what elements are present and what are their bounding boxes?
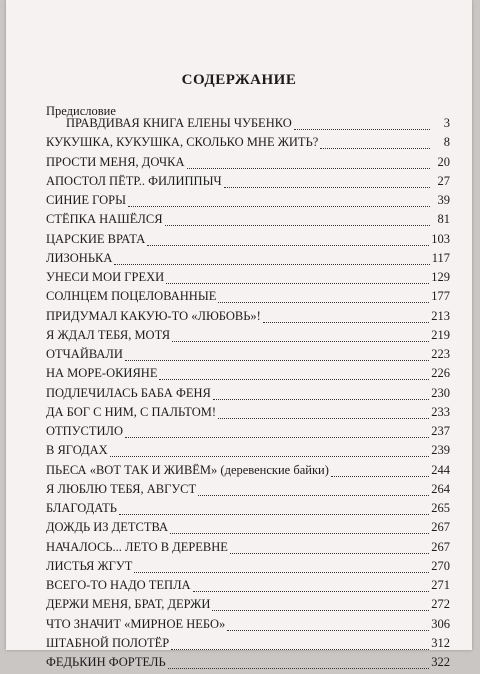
toc-entry-page: 312 xyxy=(431,635,450,650)
toc-entry-title: ПОДЛЕЧИЛАСЬ БАБА ФЕНЯ xyxy=(46,385,211,400)
dot-leader xyxy=(125,360,429,361)
toc-entry-page: 270 xyxy=(431,558,450,573)
toc-entry-page: 265 xyxy=(431,501,450,515)
toc-entry-title: ЛИЗОНЬКА xyxy=(46,250,113,265)
toc-entry xyxy=(46,540,450,559)
dot-leader xyxy=(198,495,429,496)
toc-entry xyxy=(46,174,450,193)
toc-entry xyxy=(46,193,450,212)
toc-entry-page: 267 xyxy=(431,539,450,554)
dot-leader xyxy=(320,148,430,149)
toc-entry-page: 230 xyxy=(431,385,450,400)
toc-entry-title: ВСЕГО-ТО НАДО ТЕПЛА xyxy=(46,578,191,592)
toc-entry-page: 103 xyxy=(431,231,450,246)
toc-entry xyxy=(46,135,450,154)
dot-leader xyxy=(134,572,429,573)
toc-entry xyxy=(46,636,450,655)
toc-entry-title: ПЬЕСА «ВОТ ТАК И ЖИВЁМ» (деревенские байки) xyxy=(46,462,329,477)
toc-entry xyxy=(46,232,450,251)
toc-entry xyxy=(46,251,450,270)
dot-leader xyxy=(213,399,429,400)
toc-entry-title: ЛИСТЬЯ ЖГУТ xyxy=(46,558,133,573)
toc-entry-title: КУКУШКА, КУКУШКА, СКОЛЬКО МНЕ ЖИТЬ? xyxy=(46,135,319,150)
toc-entry-page: 27 xyxy=(437,173,450,188)
toc-entry-page: 223 xyxy=(431,347,450,361)
toc-entry-title: ЦАРСКИЕ ВРАТА xyxy=(46,231,146,246)
toc-entry xyxy=(46,597,450,616)
toc-entry-title: ДЕРЖИ МЕНЯ, БРАТ, ДЕРЖИ xyxy=(46,597,211,612)
toc-entry-title: Я ЛЮБЛЮ ТЕБЯ, АВГУСТ xyxy=(46,481,197,496)
toc-entry xyxy=(46,405,450,424)
toc-entry xyxy=(46,501,450,520)
toc-entry-page: 233 xyxy=(431,404,450,419)
toc-entry-page: 213 xyxy=(431,308,450,323)
toc-entry-page: 8 xyxy=(443,135,450,150)
toc-entry-page: 322 xyxy=(431,655,450,669)
dot-leader xyxy=(187,168,430,169)
dot-leader xyxy=(128,206,430,207)
dot-leader xyxy=(224,187,430,188)
toc-entry-title: В ЯГОДАХ xyxy=(46,443,108,458)
dot-leader xyxy=(294,129,430,130)
dot-leader xyxy=(168,668,430,669)
toc-entry-page: 264 xyxy=(431,481,450,496)
dot-leader xyxy=(119,514,429,515)
toc-entry-title: НАЧАЛОСЬ... ЛЕТО В ДЕРЕВНЕ xyxy=(46,539,228,554)
dot-leader xyxy=(114,264,429,265)
toc-entry-page: 3 xyxy=(443,116,450,130)
dot-leader xyxy=(212,610,429,611)
toc-entry-page: 271 xyxy=(431,578,450,592)
dot-leader xyxy=(230,553,429,554)
toc-entry xyxy=(46,617,450,636)
dot-leader xyxy=(193,591,430,592)
toc-entry-title: ДОЖДЬ ИЗ ДЕТСТВА xyxy=(46,520,169,535)
toc-entry-title: ПРАВДИВАЯ КНИГА ЕЛЕНЫ ЧУБЕНКО xyxy=(66,116,292,130)
dot-leader xyxy=(172,341,429,342)
toc-entry-title: ПРИДУМАЛ КАКУЮ-ТО «ЛЮБОВЬ»! xyxy=(46,308,261,323)
toc-entry-page: 267 xyxy=(431,520,450,535)
toc-entry-title: СИНИЕ ГОРЫ xyxy=(46,193,126,207)
toc-entry-page: 244 xyxy=(431,462,450,477)
toc-entry xyxy=(46,328,450,347)
toc-entry xyxy=(46,443,450,462)
toc-entry xyxy=(46,366,450,385)
toc-entry xyxy=(46,482,450,501)
toc-entry-title: СОЛНЦЕМ ПОЦЕЛОВАННЫЕ xyxy=(46,289,217,304)
dot-leader xyxy=(125,437,429,438)
toc-entry-title: ЧТО ЗНАЧИТ «МИРНОЕ НЕБО» xyxy=(46,616,226,631)
book-page xyxy=(6,0,472,669)
toc-entry xyxy=(46,309,450,328)
dot-leader xyxy=(218,302,429,303)
toc-entry xyxy=(46,424,450,443)
dot-leader xyxy=(331,476,429,477)
dot-leader xyxy=(165,225,430,226)
dot-leader xyxy=(218,418,429,419)
toc-entry-title: НА МОРЕ-ОКИЯНЕ xyxy=(46,366,158,381)
toc-entry-page: 226 xyxy=(431,366,450,381)
dot-leader xyxy=(110,456,430,457)
toc-entry xyxy=(46,386,450,405)
toc-entry-page: 306 xyxy=(431,616,450,631)
toc-entry xyxy=(46,463,450,482)
toc-entry-title: АПОСТОЛ ПЁТР.. ФИЛИППЫЧ xyxy=(46,173,222,188)
dot-leader xyxy=(227,630,429,631)
toc-entry-title: ДА БОГ С НИМ, С ПАЛЬТОМ! xyxy=(46,404,217,419)
toc-entry xyxy=(46,655,450,674)
table-of-contents xyxy=(46,116,450,674)
toc-entry-title: БЛАГОДАТЬ xyxy=(46,501,117,515)
toc-entry xyxy=(46,212,450,231)
toc-entry-page: 129 xyxy=(431,270,450,284)
page-title: СОДЕРЖАНИЕ xyxy=(181,72,297,88)
toc-entry xyxy=(46,578,450,597)
dot-leader xyxy=(166,283,429,284)
toc-entry xyxy=(46,347,450,366)
toc-entry xyxy=(46,559,450,578)
preface-label: Предисловие xyxy=(46,104,116,118)
toc-entry-title: ОТЧАЙВАЛИ xyxy=(46,347,123,361)
toc-entry-page: 20 xyxy=(437,154,450,169)
dot-leader xyxy=(170,533,429,534)
toc-entry-page: 177 xyxy=(431,289,450,304)
toc-entry-page: 219 xyxy=(431,327,450,342)
toc-entry xyxy=(46,270,450,289)
toc-entry-title: УНЕСИ МОИ ГРЕХИ xyxy=(46,270,165,284)
toc-entry-page: 117 xyxy=(431,250,450,265)
toc-entry xyxy=(46,520,450,539)
toc-entry-title: ОТПУСТИЛО xyxy=(46,424,124,438)
toc-entry-page: 239 xyxy=(431,443,450,458)
toc-entry-page: 81 xyxy=(437,212,450,227)
toc-entry-page: 39 xyxy=(437,193,450,207)
dot-leader xyxy=(263,322,429,323)
dot-leader xyxy=(147,245,429,246)
toc-entry xyxy=(46,289,450,308)
dot-leader xyxy=(159,379,429,380)
toc-entry-title: СТЁПКА НАШЁЛСЯ xyxy=(46,212,163,227)
toc-entry-title: ПРОСТИ МЕНЯ, ДОЧКА xyxy=(46,154,185,169)
toc-entry-title: ШТАБНОЙ ПОЛОТЁР xyxy=(46,635,170,650)
toc-entry-title: ФЕДЬКИН ФОРТЕЛЬ xyxy=(46,655,166,669)
toc-entry-title: Я ЖДАЛ ТЕБЯ, МОТЯ xyxy=(46,327,171,342)
toc-entry xyxy=(46,155,450,174)
toc-entry xyxy=(46,116,450,135)
toc-entry-page: 272 xyxy=(431,597,450,612)
toc-entry-page: 237 xyxy=(431,424,450,438)
